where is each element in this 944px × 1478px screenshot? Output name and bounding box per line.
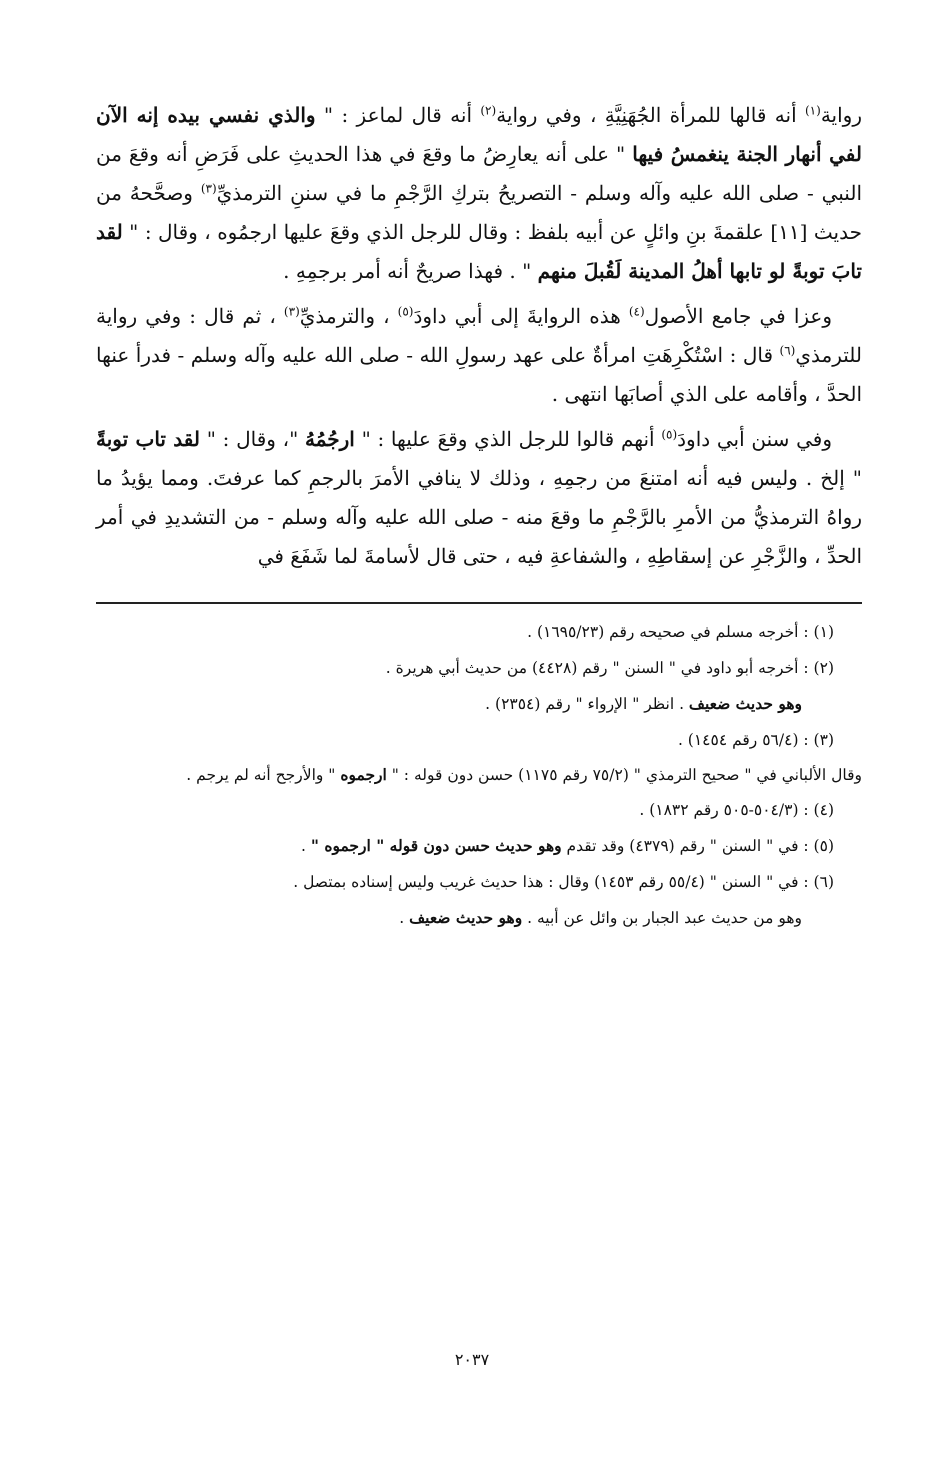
text-run: وصحَّحهُ من حديث [١١] علقمةَ بنِ وائلٍ عن أبيه بلفظ : وقال للرجل الذي وقعَ عليها ارجمُوه ، وقال : " — [96, 181, 862, 244]
footnote-divider — [96, 602, 862, 604]
text-run: وقال الألباني في " صحيح الترمذي " (٧٥/٢ رقم ١١٧٥) حسن دون قوله : " — [386, 766, 862, 784]
text-run: وعزا في جامع الأصول — [644, 304, 833, 328]
hadith-quote: لقد تاب توبةً — [96, 427, 201, 451]
text-run: ، ثم قال : وفي رواية للترمذي — [96, 304, 862, 367]
text-run: وفي سنن أبي داودَ — [677, 427, 832, 451]
text-run: " . فهذا صريحٌ أنه أمر برجمِهِ . — [283, 259, 538, 283]
text-run: أنه قال لماعز : " — [315, 103, 481, 127]
paragraph-2 — [96, 297, 862, 414]
hadith-quote: والذي نفسي بيده إنه الآن لفي أنهار الجنة ينغمسُ فيها — [96, 103, 862, 166]
text-run: أنهم قالوا للرجل الذي وقعَ عليها : " — [354, 427, 662, 451]
page-number: ٢٠٣٧ — [454, 1350, 490, 1369]
footnote-3: (٣) : (٥٦/٤ رقم ١٤٥٤) . — [677, 731, 834, 749]
footnote-ref: (٤) — [628, 304, 645, 319]
text-run: قال : اسْتُكْرِهَتِ امرأةٌ على عهد رسولِ الله - صلى الله عليه وآله وسلم - فدرأ عنها الحدَّ ، وأقامه على الذي أصابَها انتهى . — [96, 343, 862, 406]
main-text — [96, 96, 862, 576]
text-run: . — [399, 909, 410, 927]
grading-text: وهو حديث ضعيف — [409, 908, 523, 927]
text-run: أنه قالها للمرأة الجُهَنِيَّةِ ، وفي رواية — [496, 103, 805, 127]
hadith-quote: ارجُمُهُ — [305, 427, 355, 451]
footnote-4: (٤) : (٥٠٤/٣-٥٠٥ رقم ١٨٣٢) . — [639, 801, 834, 819]
grading-text: ارجموه — [340, 765, 387, 784]
footnote-6-continuation — [96, 900, 862, 936]
footnotes — [96, 614, 862, 936]
footnote-ref: (٣) — [200, 181, 217, 196]
footnote-ref: (٦) — [779, 343, 796, 358]
text-run: "، وقال : " — [200, 427, 305, 451]
text-run: . — [301, 837, 311, 855]
footnote-ref: (٢) — [480, 103, 497, 118]
text-run: (٥) : في " السنن " رقم (٤٣٧٩) وقد تقدم — [561, 837, 834, 855]
footnote-1: (١) : أخرجه مسلم في صحيحه رقم (١٦٩٥/٢٣) . — [527, 623, 834, 641]
hadith-quote: لقد تابَ توبةً لو تابها أهلُ المدينة لَقُبلَ منهم — [96, 220, 862, 283]
text-run: رواية — [820, 103, 862, 127]
text-run: هذه الروايةَ إلى أبي داودَ — [413, 304, 629, 328]
text-run: " والأرجح أنه لم يرجم . — [186, 766, 341, 784]
text-run: ، والترمذيِّ — [299, 304, 398, 328]
text-run: وهو من حديث عبد الجبار بن وائل عن أبيه . — [522, 909, 802, 927]
footnote-3-continuation — [96, 758, 862, 792]
footnote-ref: (٥) — [397, 304, 414, 319]
footnote-ref: (٥) — [661, 427, 678, 442]
footnote-6: (٦) : في " السنن " (٥٥/٤ رقم ١٤٥٣) وقال : هذا حديث غريب وليس إسناده بمتصل . — [293, 873, 834, 891]
page-content — [96, 96, 862, 936]
footnote-2: (٢) : أخرجه أبو داود في " السنن " رقم (٤٤٢٨) من حديث أبي هريرة . — [385, 659, 834, 677]
footnote-ref: (١) — [804, 103, 821, 118]
text-run: " على أنه يعارِضُ ما وقعَ في هذا الحديثِ على فَرَضِ أنه وقعَ من النبي - صلى الله عليه وآله وسلم - التصريحُ بتركِ الرَّجْمِ ما في سننِ الترمذيِّ — [96, 142, 862, 205]
footnote-2-continuation — [96, 686, 862, 722]
footnote-5 — [96, 828, 862, 864]
text-run: " إلخ . وليس فيه أنه امتنعَ من رجمِهِ ، وذلك لا ينافي الأمرَ بالرجمِ كما عرفتَ. ومما يؤيدُ ما رواهُ الترمذيُّ من الأمرِ بالرَّجْمِ ما وقعَ منه - صلى الله عليه وآله وسلم - من التشديدِ في أمر الحدِّ ، والزَّجْرِ عن إسقاطِهِ ، والشفاعةِ فيه ، حتى قال لأسامةَ لما شَفَعَ في — [96, 466, 862, 568]
paragraph-3 — [96, 420, 862, 576]
grading-text: وهو حديث حسن دون قوله " ارجموه " — [310, 836, 562, 855]
text-run: . انظر " الإرواء " رقم (٢٣٥٤) . — [485, 695, 689, 713]
paragraph-1 — [96, 96, 862, 291]
footnote-ref: (٣) — [283, 304, 300, 319]
grading-text: وهو حديث ضعيف — [688, 694, 802, 713]
